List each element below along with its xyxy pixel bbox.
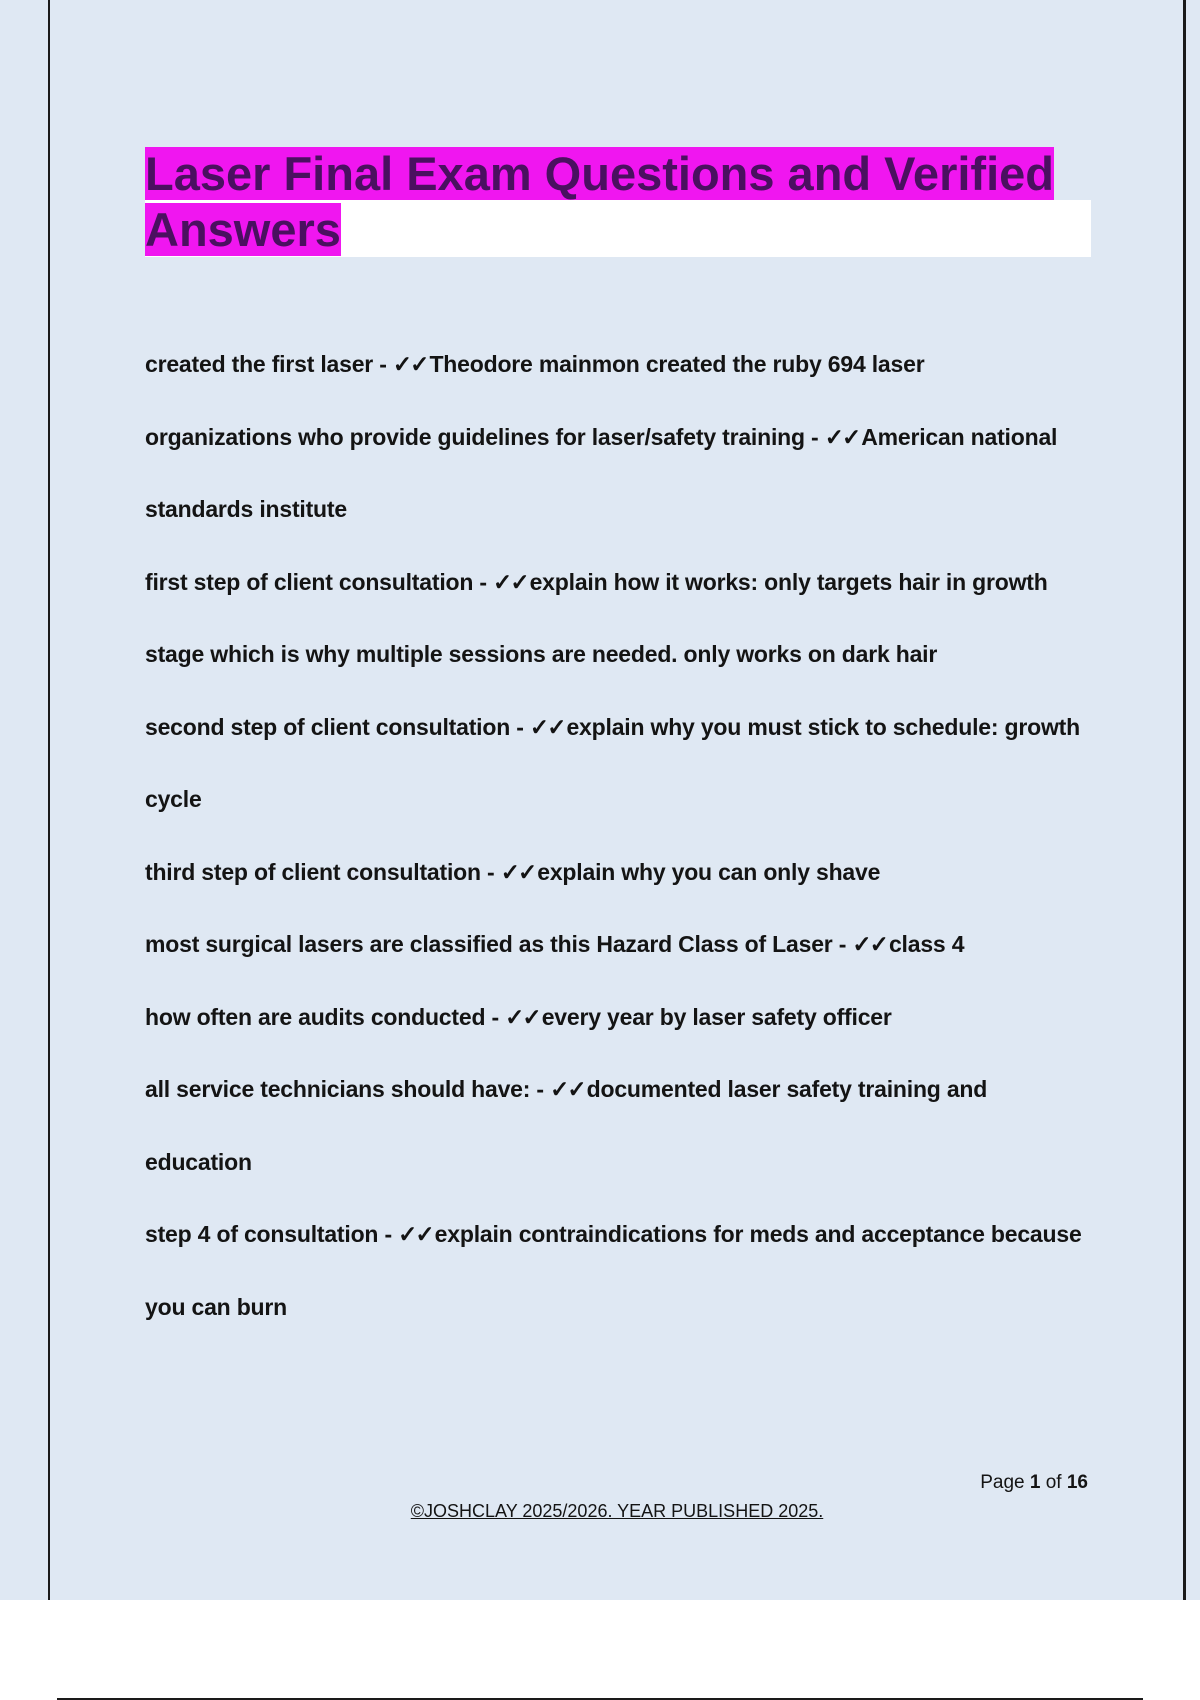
qa-item — [145, 836, 1095, 909]
qa-item — [145, 546, 1095, 691]
page-of: of — [1040, 1472, 1067, 1493]
check-mark-icon: ✓✓ — [505, 1003, 540, 1030]
answer-text: explain how it works: only targets hair in growth stage which is why multiple sessions are needed. only works on dark hair — [145, 568, 1048, 667]
document-title — [145, 146, 1091, 258]
answer-text: Theodore mainmon created the ruby 694 laser — [429, 351, 925, 377]
check-mark-icon: ✓✓ — [500, 858, 536, 885]
answer-text: explain why you must stick to schedule: growth cycle — [145, 713, 1080, 812]
question-text: step 4 of consultation - — [145, 1221, 399, 1247]
page-current: 1 — [1029, 1472, 1041, 1493]
qa-item — [145, 1053, 1095, 1198]
page-prefix: Page — [980, 1472, 1030, 1493]
answer-text: American national standards institute — [145, 423, 1058, 522]
page-right-border — [1183, 0, 1186, 1600]
qa-item — [145, 1198, 1095, 1343]
check-mark-icon: ✓✓ — [493, 568, 528, 595]
question-text: how often are audits conducted - — [145, 1003, 506, 1030]
qa-item — [145, 401, 1095, 546]
answer-text: class 4 — [888, 931, 965, 957]
check-mark-icon: ✓✓ — [392, 351, 428, 377]
title-line-2: Answers — [145, 203, 341, 256]
check-mark-icon: ✓✓ — [852, 931, 887, 957]
qa-item — [145, 691, 1095, 836]
check-mark-icon: ✓✓ — [398, 1221, 433, 1247]
answer-text: explain why you can only shave — [537, 858, 881, 885]
page-number — [940, 1472, 1088, 1494]
qa-list — [145, 328, 1095, 1343]
title-line-1: Laser Final Exam Questions and Verified — [145, 147, 1054, 200]
answer-text: every year by laser safety officer — [541, 1003, 892, 1030]
question-text: most surgical lasers are classified as this Hazard Class of Laser - — [145, 931, 853, 957]
question-text: second step of client consultation - — [145, 713, 530, 740]
check-mark-icon: ✓✓ — [529, 713, 565, 740]
page-total: 16 — [1066, 1472, 1088, 1493]
question-text: third step of client consultation - — [145, 858, 501, 885]
answer-text: explain contraindications for meds and acceptance because you can burn — [145, 1221, 1082, 1320]
question-text: all service technicians should have: - — [145, 1076, 551, 1102]
title-block — [145, 146, 1091, 257]
page-left-border — [48, 0, 50, 1600]
answer-text: documented laser safety training and education — [145, 1076, 988, 1175]
check-mark-icon: ✓✓ — [824, 423, 860, 450]
check-mark-icon: ✓✓ — [550, 1076, 585, 1102]
copyright-notice: ©JOSHCLAY 2025/2026. YEAR PUBLISHED 2025. — [410, 1501, 824, 1521]
qa-item — [145, 908, 1095, 981]
qa-item — [145, 328, 1095, 401]
question-text: organizations who provide guidelines for laser/safety training - — [145, 423, 825, 450]
qa-item — [145, 981, 1095, 1054]
question-text: first step of client consultation - — [145, 568, 494, 595]
question-text: created the first laser - — [145, 351, 393, 377]
